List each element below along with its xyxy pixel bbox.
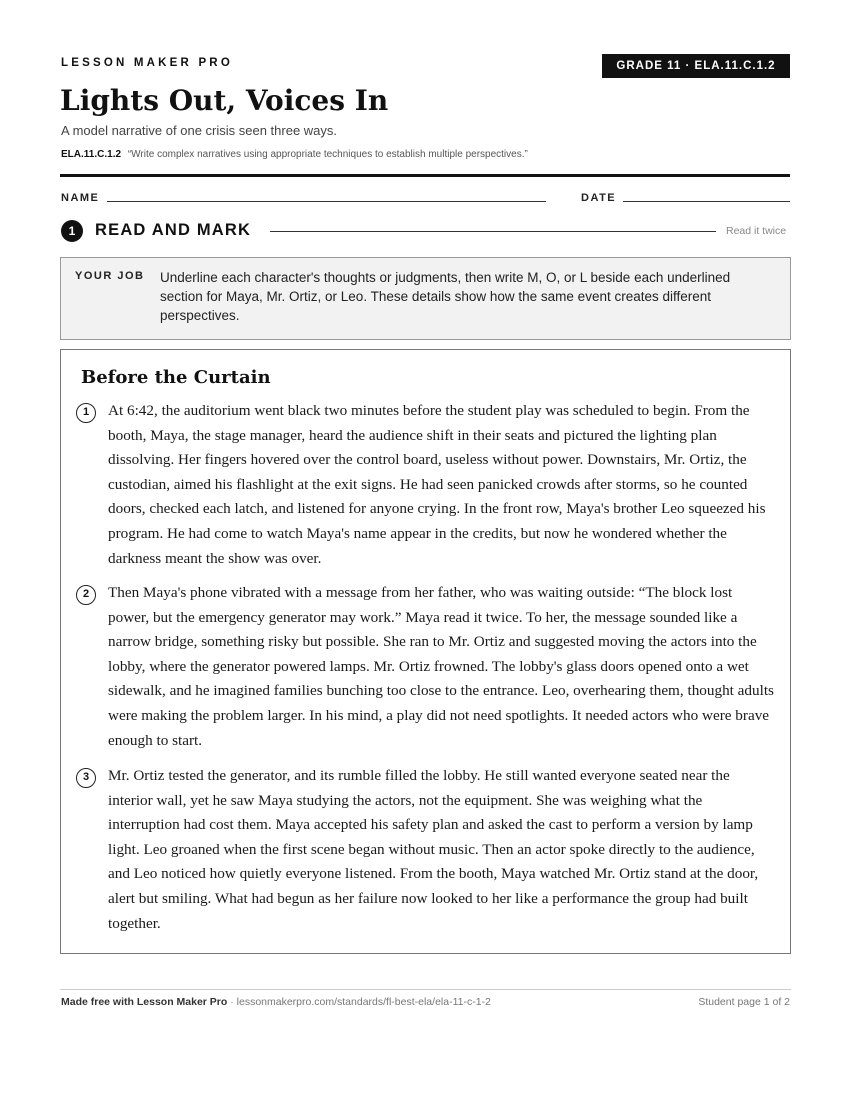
section-title: READ AND MARK (95, 221, 252, 239)
section-divider (270, 231, 716, 232)
date-label: DATE (581, 192, 617, 204)
footer-page-number: Student page 1 of 2 (698, 996, 790, 1008)
brand-name: LESSON MAKER PRO (61, 57, 233, 69)
paragraph-number-3: 3 (76, 768, 96, 788)
date-field[interactable] (623, 201, 790, 202)
footer-url[interactable]: · lessonmakerpro.com/standards/fl-best-ela/ela-11-c-1-2 (230, 996, 491, 1008)
paragraph-number-1: 1 (76, 403, 96, 423)
standard-line (61, 149, 528, 160)
name-label: NAME (61, 192, 100, 204)
instructions-text: Underline each character's thoughts or judgments, then write M, O, or L beside each underlined section for Maya, Mr. Ortiz, or Leo. These details show how the same event creates different perspectives. (160, 270, 731, 323)
standard-description: “Write complex narratives using appropriate techniques to establish multiple perspectives.” (127, 149, 528, 160)
paragraph-number-2: 2 (76, 585, 96, 605)
instructions-label: YOUR JOB (75, 270, 145, 282)
passage-paragraph-3: Mr. Ortiz tested the generator, and its rumble filled the lobby. He still wanted everyone seated near the interior wall, yet he saw Maya studying the actors, not the equipment. She was weighing what the interruption had cost them. Maya accepted his safety plan and asked the cast to perform a version by lamp light. Leo groaned when the first scene began without music. Then an actor spoke directly to the audience, and Leo noticed how quietly everyone listened. From the booth, Maya watched Mr. Ortiz stand at the door, alert but smiling. What had begun as her failure now looked to her like a performance the group had built together. (108, 767, 759, 932)
section-number-badge: 1 (61, 220, 83, 242)
passage-paragraph-1: At 6:42, the auditorium went black two minutes before the student play was scheduled to begin. From the booth, Maya, the stage manager, heard the audience shift in their seats and pictured the lighting plan dissolving. Her fingers hovered over the control board, useless without power. Downstairs, Mr. Ortiz, the custodian, aimed his flashlight at the exit signs. He had seen panicked crowds after storms, so he counted doors, checked each latch, and listened for anyone crying. In the front row, Maya's brother Leo squeezed his program. He had come to watch Maya's name appear in the credits, but now he wondered whether the darkness meant the show was over. (108, 402, 766, 567)
footer-credit (61, 996, 491, 1008)
standard-code: ELA.11.C.1.2 (61, 149, 122, 160)
passage-title: Before the Curtain (81, 367, 271, 388)
header-divider (60, 174, 790, 177)
footer-divider (60, 989, 791, 990)
footer-made-with: Made free with Lesson Maker Pro (61, 996, 228, 1008)
page-title: Lights Out, Voices In (60, 84, 389, 117)
section-note: Read it twice (726, 225, 787, 237)
name-field[interactable] (107, 201, 546, 202)
grade-standard-badge: GRADE 11 · ELA.11.C.1.2 (602, 54, 790, 78)
page-subtitle: A model narrative of one crisis seen three ways. (61, 123, 338, 138)
passage-paragraph-2: Then Maya's phone vibrated with a message from her father, who was waiting outside: “The block lost power, but the emergency generator may work.” Maya read it twice. To her, the message sounded like a narrow bridge, something risky but possible. She ran to Mr. Ortiz and suggested moving the actors into the lobby, where the generator powered lamps. Mr. Ortiz frowned. The lobby's glass doors opened onto a wet sidewalk, and he imagined families bunching too close to the entrance. Leo, overhearing them, thought adults were making the problem larger. In his mind, a play did not need spotlights. It needed actors who were brave enough to start. (108, 584, 774, 749)
